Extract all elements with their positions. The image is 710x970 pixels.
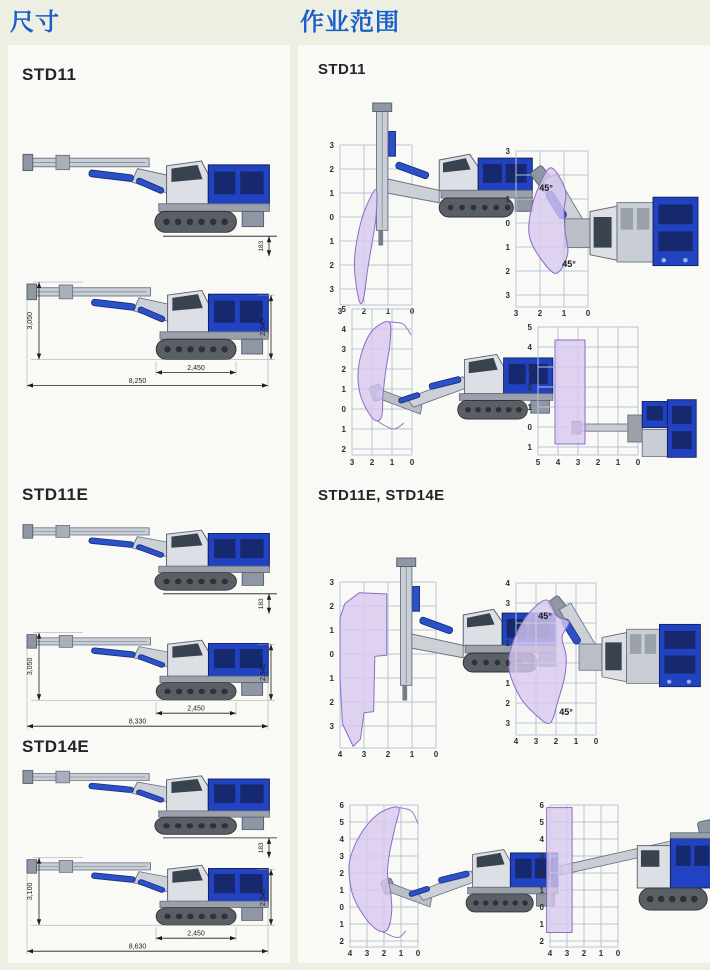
svg-text:3: 3 [527,363,532,372]
svg-text:0: 0 [585,309,591,318]
svg-text:0: 0 [539,903,544,912]
svg-text:1: 1 [527,443,532,452]
svg-text:4: 4 [539,835,544,844]
dim-overall-height: 3,100 [27,882,34,901]
working-envelope [555,340,585,444]
svg-text:3: 3 [329,578,334,587]
svg-text:0: 0 [505,659,510,668]
svg-text:1: 1 [505,679,510,688]
dim-body-height: 2,945 [260,318,267,337]
envelope-aux-curve [382,931,406,938]
range-grid-svg [512,313,708,473]
svg-text:2: 2 [385,750,391,759]
svg-text:2: 2 [329,261,334,270]
svg-text:3: 3 [329,722,334,731]
svg-text:0: 0 [635,458,641,467]
range-section-title-std11e-std14e: STD11E, STD14E [318,487,445,504]
working-envelope [547,808,573,933]
svg-text:2: 2 [553,737,559,746]
svg-text:0: 0 [415,949,421,958]
svg-text:2: 2 [381,949,387,958]
svg-text:2: 2 [581,949,587,958]
svg-text:2: 2 [329,165,334,174]
svg-text:4: 4 [555,458,561,467]
svg-text:4: 4 [339,835,344,844]
svg-text:2: 2 [527,383,532,392]
dimension-figure-svg [13,91,285,393]
svg-text:0: 0 [409,458,415,467]
svg-text:4: 4 [505,579,510,588]
dim-overall-length: 8,250 [128,377,147,385]
svg-text:5: 5 [539,818,544,827]
svg-text:0: 0 [329,650,334,659]
svg-text:0: 0 [593,737,599,746]
svg-text:1: 1 [339,920,344,929]
svg-text:2: 2 [505,171,510,180]
svg-text:1: 1 [329,237,334,246]
svg-text:0: 0 [433,750,439,759]
svg-text:3: 3 [505,599,510,608]
swing-angle-label: 45° [538,611,552,621]
svg-text:3: 3 [349,458,355,467]
svg-text:0: 0 [615,949,621,958]
dim-rear-clearance: 183 [258,240,265,252]
machine-top-drawing [23,770,269,834]
svg-text:2: 2 [505,619,510,628]
svg-text:2: 2 [505,267,510,276]
svg-text:1: 1 [539,920,544,929]
svg-text:3: 3 [505,291,510,300]
model-title-std11e: STD11E [22,485,89,504]
svg-text:4: 4 [513,737,519,746]
dim-body-height: 2,945 [260,663,267,681]
model-title-std11: STD11 [22,65,77,84]
svg-text:6: 6 [339,801,344,810]
svg-text:0: 0 [339,903,344,912]
svg-text:1: 1 [505,195,510,204]
range-diagram-stde-plan [490,569,710,762]
envelope-aux-curve [377,421,404,429]
svg-text:2: 2 [505,699,510,708]
svg-text:2: 2 [537,309,543,318]
svg-text:2: 2 [341,445,346,454]
dim-track-length: 2,450 [187,930,205,938]
svg-text:1: 1 [385,307,391,316]
dimension-drawing-std14e [13,755,285,965]
svg-text:1: 1 [539,886,544,895]
svg-text:3: 3 [505,719,510,728]
svg-text:1: 1 [398,949,404,958]
svg-text:5: 5 [339,818,344,827]
machine-top-drawing [23,525,269,591]
svg-text:3: 3 [339,852,344,861]
svg-text:1: 1 [527,403,532,412]
swing-angle-label: 45° [562,259,576,269]
svg-text:0: 0 [505,219,510,228]
svg-text:0: 0 [341,405,346,414]
svg-text:1: 1 [329,189,334,198]
svg-text:1: 1 [505,639,510,648]
svg-text:4: 4 [341,325,346,334]
svg-text:4: 4 [547,949,553,958]
machine-illustration [572,400,696,458]
svg-text:0: 0 [409,307,415,316]
svg-text:5: 5 [527,323,532,332]
machine-side-drawing [27,860,268,926]
working-envelope [354,189,377,303]
svg-text:3: 3 [533,737,539,746]
machine-side-drawing [27,284,268,359]
svg-text:3: 3 [361,750,367,759]
svg-text:3: 3 [505,147,510,156]
svg-text:1: 1 [409,750,415,759]
range-section-title-std11: STD11 [318,61,366,78]
svg-text:3: 3 [364,949,370,958]
range-diagram-stde-strip [498,793,710,970]
dimension-drawing-std11 [13,91,285,398]
svg-text:3: 3 [329,141,334,150]
dim-overall-length: 8,630 [128,943,147,951]
working-envelope [340,593,387,747]
svg-text:1: 1 [389,458,395,467]
dimension-drawing-std11e [13,507,285,740]
svg-text:2: 2 [329,602,334,611]
working-envelope [349,807,399,932]
range-grid-svg [498,793,710,965]
dim-overall-length: 8,330 [128,718,147,726]
svg-text:2: 2 [329,698,334,707]
svg-text:3: 3 [337,307,343,316]
dim-rear-clearance: 183 [258,842,265,854]
dim-track-length: 2,450 [187,705,205,713]
svg-text:3: 3 [513,309,519,318]
svg-text:3: 3 [329,285,334,294]
svg-text:2: 2 [339,869,344,878]
svg-text:5: 5 [341,305,346,314]
svg-text:1: 1 [339,886,344,895]
svg-text:2: 2 [369,458,375,467]
svg-text:6: 6 [539,801,544,810]
svg-text:1: 1 [329,626,334,635]
dimension-figure-svg [13,755,285,960]
svg-text:2: 2 [539,937,544,946]
svg-text:0: 0 [329,213,334,222]
range-diagram-std11-strip [512,313,708,478]
machine-illustration [547,595,700,687]
grid-lines [538,327,638,455]
svg-text:4: 4 [347,949,353,958]
working-range-panel [298,45,710,963]
svg-text:1: 1 [573,737,579,746]
svg-text:1: 1 [615,458,621,467]
svg-text:1: 1 [598,949,604,958]
dimensions-panel [8,45,290,963]
svg-text:0: 0 [527,423,532,432]
working-range-header: 作业范围 [300,9,400,36]
dim-overall-height: 3,050 [27,657,34,676]
svg-text:5: 5 [535,458,541,467]
svg-text:2: 2 [595,458,601,467]
svg-text:3: 3 [575,458,581,467]
swing-angle-label: 45° [559,707,573,717]
model-title-std14e: STD14E [22,737,90,756]
swing-angle-label: 45° [539,183,553,193]
svg-text:1: 1 [329,674,334,683]
svg-text:1: 1 [561,309,567,318]
svg-text:2: 2 [339,937,344,946]
svg-text:1: 1 [341,425,346,434]
dimensions-header: 尺寸 [10,9,60,36]
svg-text:2: 2 [341,365,346,374]
machine-illustration [560,814,710,910]
svg-text:2: 2 [539,869,544,878]
working-envelope [358,322,391,421]
svg-text:3: 3 [539,852,544,861]
dim-track-length: 2,450 [187,364,205,372]
svg-text:4: 4 [337,750,343,759]
dim-body-height: 2,945 [260,888,267,906]
range-grid-svg [490,569,710,757]
svg-text:2: 2 [361,307,367,316]
svg-text:4: 4 [527,343,532,352]
machine-side-drawing [27,635,268,701]
svg-text:3: 3 [564,949,570,958]
svg-text:1: 1 [341,385,346,394]
machine-top-drawing [23,154,269,232]
svg-text:1: 1 [505,243,510,252]
svg-text:3: 3 [341,345,346,354]
dimension-figure-svg [13,507,285,735]
dim-rear-clearance: 183 [258,598,265,610]
dim-overall-height: 3,050 [27,311,34,330]
